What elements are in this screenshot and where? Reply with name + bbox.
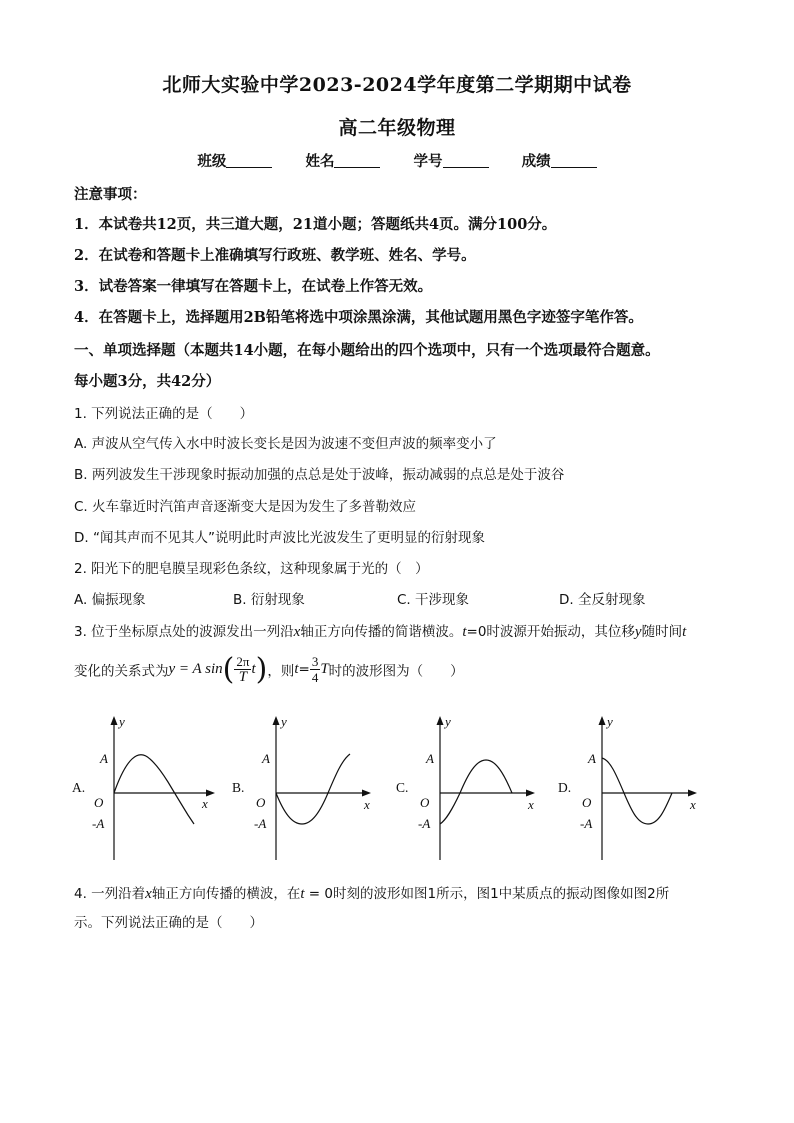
left-paren-icon: ( bbox=[222, 652, 235, 687]
note-item: 3．试卷答案一律填写在答题卡上，在试卷上作答无效。 bbox=[74, 278, 433, 295]
y-axis-arrow-icon bbox=[437, 716, 444, 725]
q2-option-d: D. 全反射现象 bbox=[559, 592, 646, 608]
neg-amplitude-label: -A bbox=[418, 816, 431, 831]
section-heading-cont: 每小题3分，共42分） bbox=[74, 373, 221, 390]
neg-amplitude-label: -A bbox=[580, 816, 593, 831]
amplitude-label: A bbox=[588, 751, 596, 766]
q3-formula: y = A sin bbox=[168, 661, 223, 677]
x-axis-arrow-icon bbox=[362, 790, 371, 797]
q3-option-b-letter: B. bbox=[232, 780, 245, 795]
x-axis-arrow-icon bbox=[526, 790, 535, 797]
note-item: 1．本试卷共12页，共三道大题，21道小题；答题纸共4页。满分100分。 bbox=[74, 216, 557, 233]
q3-text: 时的波形图为（ ） bbox=[328, 663, 464, 680]
x-axis-label: x bbox=[528, 797, 534, 812]
q3-stem-line1 bbox=[74, 620, 686, 641]
class-label: 班级 bbox=[197, 153, 227, 170]
y-axis-arrow-icon bbox=[273, 716, 280, 725]
origin-label: O bbox=[256, 795, 266, 810]
note-item: 2．在试卷和答题卡上准确填写行政班、教学班、姓名、学号。 bbox=[74, 247, 476, 264]
q3-var-T: T bbox=[320, 661, 329, 677]
q3-fraction-2pi-over-T bbox=[234, 654, 251, 685]
origin-label: O bbox=[94, 795, 104, 810]
x-axis-arrow-icon bbox=[688, 790, 697, 797]
q3-option-a-letter: A. bbox=[72, 780, 86, 795]
fraction-numerator: 2π bbox=[236, 654, 250, 669]
student-id-label: 学号 bbox=[413, 153, 443, 170]
fraction-denominator: 4 bbox=[311, 670, 319, 685]
waveform-curve bbox=[602, 758, 672, 824]
score-field bbox=[522, 150, 597, 171]
q3-graph-a bbox=[88, 712, 228, 862]
score-label: 成绩 bbox=[521, 153, 551, 170]
note-item: 4．在答题卡上，选择题用2B铅笔将选中项涂黑涂满，其他试题用黑色字迹签字笔作答。 bbox=[74, 309, 643, 326]
q3-var-t: t bbox=[251, 661, 256, 677]
q1-option-b: B. 两列波发生干涉现象时振动加强的点总是处于波峰，振动减弱的点总是处于波谷 bbox=[74, 467, 565, 483]
q2-stem: 2. 阳光下的肥皂膜呈现彩色条纹，这种现象属于光的（ ） bbox=[74, 561, 429, 577]
q4-text: 轴正方向传播的横波，在 bbox=[151, 886, 301, 902]
q3-text: ，则 bbox=[267, 663, 295, 680]
x-axis-label: x bbox=[690, 797, 696, 812]
q3-graph-d bbox=[576, 712, 716, 862]
y-axis-label: y bbox=[607, 714, 613, 729]
q1-option-d: D. “闻其声而不见其人”说明此时声波比光波发生了更明显的衍射现象 bbox=[74, 530, 485, 546]
score-blank bbox=[551, 153, 597, 168]
waveform-curve bbox=[440, 760, 512, 824]
neg-amplitude-label: -A bbox=[92, 816, 105, 831]
student-id-blank bbox=[443, 153, 489, 168]
q4-var-x: x bbox=[145, 886, 152, 902]
fraction-denominator: T bbox=[238, 669, 248, 685]
q4-var-t: t bbox=[300, 886, 305, 902]
y-axis-arrow-icon bbox=[599, 716, 606, 725]
exam-title: 北师大实验中学2023-2024学年度第二学期期中试卷 bbox=[162, 74, 632, 96]
q4-stem-line2: 示。下列说法正确的是（ ） bbox=[74, 915, 263, 931]
student-id-field bbox=[414, 150, 489, 171]
x-axis-label: x bbox=[202, 796, 208, 811]
q2-option-a: A. 偏振现象 bbox=[74, 592, 146, 608]
y-axis-arrow-icon bbox=[111, 716, 118, 725]
q3-var-t: t bbox=[462, 624, 467, 640]
name-label: 姓名 bbox=[305, 153, 335, 170]
q1-option-c: C. 火车靠近时汽笛声音逐渐变大是因为发生了多普勒效应 bbox=[74, 499, 417, 515]
origin-label: O bbox=[420, 795, 430, 810]
right-paren-icon: ) bbox=[255, 652, 268, 687]
q3-text: =0时波源开始振动，其位移 bbox=[466, 624, 635, 640]
q3-graph-c bbox=[414, 712, 554, 862]
name-blank bbox=[334, 153, 380, 168]
section-heading: 一、单项选择题（本题共14小题，在每小题给出的四个选项中，只有一个选项最符合题意。 bbox=[74, 342, 660, 359]
q1-stem: 1. 下列说法正确的是（ ） bbox=[74, 406, 254, 422]
waveform-curve bbox=[114, 755, 194, 824]
class-field bbox=[197, 150, 272, 171]
q3-graph-b bbox=[250, 712, 390, 862]
x-axis-label: x bbox=[364, 797, 370, 812]
q3-text: 变化的关系式为 bbox=[74, 663, 169, 680]
q1-option-a: A. 声波从空气传入水中时波长变长是因为波速不变但声波的频率变小了 bbox=[74, 436, 497, 452]
y-axis-label: y bbox=[119, 714, 125, 729]
q3-var-t: t bbox=[682, 624, 687, 640]
q3-var-y: y bbox=[634, 624, 642, 640]
exam-subtitle: 高二年级物理 bbox=[338, 117, 456, 139]
amplitude-label: A bbox=[426, 751, 434, 766]
y-axis-label: y bbox=[445, 714, 451, 729]
q4-text: 4. 一列沿着 bbox=[74, 886, 146, 902]
q3-stem-line2 bbox=[74, 652, 464, 687]
q3-option-c-letter: C. bbox=[396, 780, 409, 795]
origin-label: O bbox=[582, 795, 592, 810]
name-field bbox=[305, 150, 380, 171]
q3-text: 3. 位于坐标原点处的波源发出一列沿 bbox=[74, 624, 294, 640]
q3-equals: = bbox=[298, 661, 310, 678]
q3-text: 轴正方向传播的简谐横波。 bbox=[300, 624, 463, 640]
q4-text: = 0时刻的波形如图1所示，图1中某质点的振动图像如图2所 bbox=[304, 886, 670, 902]
notes-heading: 注意事项： bbox=[74, 186, 147, 203]
waveform-curve bbox=[276, 754, 350, 824]
q3-fraction-3-over-4 bbox=[310, 654, 321, 685]
class-blank bbox=[226, 153, 272, 168]
y-axis-label: y bbox=[281, 714, 287, 729]
student-info-row bbox=[0, 150, 794, 171]
neg-amplitude-label: -A bbox=[254, 816, 267, 831]
amplitude-label: A bbox=[100, 751, 108, 766]
q2-option-c: C. 干涉现象 bbox=[397, 592, 470, 608]
q3-var-t: t bbox=[294, 661, 299, 677]
q4-stem-line1 bbox=[74, 882, 669, 903]
q2-option-b: B. 衍射现象 bbox=[233, 592, 305, 608]
q3-text: 随时间 bbox=[641, 624, 683, 640]
amplitude-label: A bbox=[262, 751, 270, 766]
fraction-numerator: 3 bbox=[311, 654, 319, 669]
q3-option-d-letter: D. bbox=[558, 780, 572, 795]
q3-var-x: x bbox=[293, 624, 301, 640]
